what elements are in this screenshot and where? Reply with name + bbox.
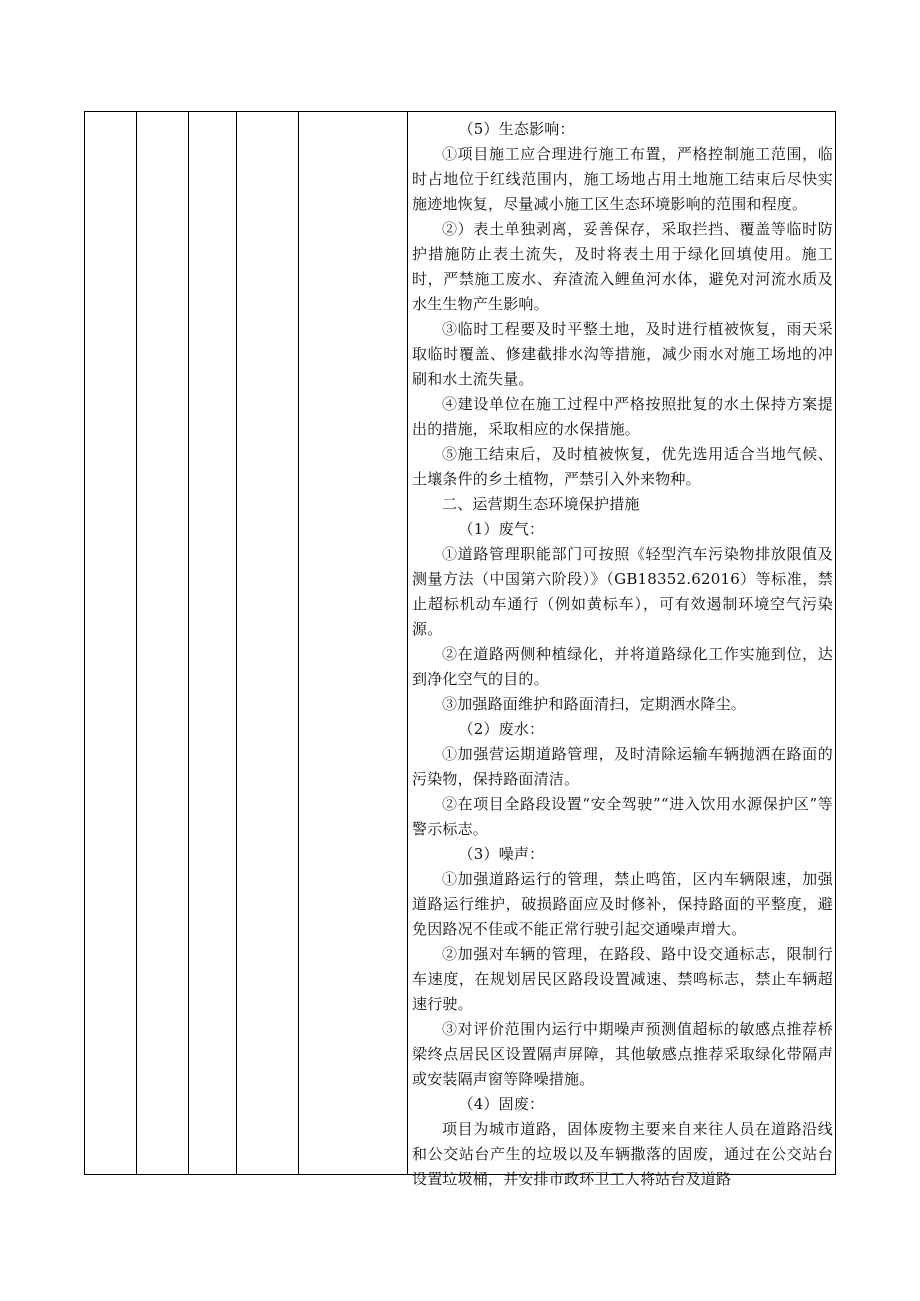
paragraph: ②加强对车辆的管理，在路段、路中设交通标志，限制行车速度，在规划居民区路段设置减速、禁鸣标志，禁止车辆超速行驶。 — [412, 945, 833, 1013]
paragraph: （1）废气： — [458, 520, 545, 538]
paragraph: ②）表土单独剥离，妥善保存，采取拦挡、覆盖等临时防护措施防止表土流失，及时将表土用于绿化回填使用。施工时，严禁施工废水、弃渣流入鲤鱼河水体，避免对河流水质及水生生物产生影响。 — [412, 220, 833, 313]
paragraph: 项目为城市道路，固体废物主要来自来往人员在道路沿线和公交站台产生的垃圾以及车辆撒落的固废，通过在公交站台设置垃圾桶，并安排市政环卫工人将站台及道路 — [412, 1120, 833, 1188]
paragraph: ①道路管理职能部门可按照《轻型汽车污染物排放限值及测量方法（中国第六阶段）》（GB18352.62016）等标准，禁止超标机动车通行（例如黄标车），可有效遏制环境空气污染源。 — [412, 545, 833, 638]
paragraph: ②在项目全路段设置“安全驾驶”“进入饮用水源保护区”等警示标志。 — [412, 795, 833, 838]
paragraph: （3）噪声： — [458, 845, 545, 863]
paragraph: ⑤施工结束后，及时植被恢复，优先选用适合当地气候、土壤条件的乡土植物，严禁引入外来物种。 — [412, 445, 833, 488]
paragraph: （5）生态影响： — [458, 120, 575, 138]
column-divider — [236, 112, 237, 1174]
measures-text-cell — [408, 112, 835, 1188]
paragraph: ④建设单位在施工过程中严格按照批复的水土保持方案提出的措施，采取相应的水保措施。 — [412, 395, 833, 438]
paragraph: ①加强营运期道路管理，及时清除运输车辆抛洒在路面的污染物，保持路面清洁。 — [412, 745, 833, 788]
paragraph: ③临时工程要及时平整土地，及时进行植被恢复，雨天采取临时覆盖、修建截排水沟等措施，减少雨水对施工场地的冲刷和水土流失量。 — [412, 320, 833, 388]
column-divider — [298, 112, 299, 1174]
content-table — [84, 111, 836, 1188]
column-divider — [136, 112, 137, 1174]
paragraph: 二、运营期生态环境保护措施 — [442, 495, 640, 513]
paragraph: ②在道路两侧种植绿化，并将道路绿化工作实施到位，达到净化空气的目的。 — [412, 645, 833, 688]
paragraph: ③对评价范围内运行中期噪声预测值超标的敏感点推荐桥梁终点居民区设置隔声屏障，其他敏感点推荐采取绿化带隔声或安装隔声窗等降噪措施。 — [412, 1020, 833, 1088]
paragraph: （2）废水： — [458, 720, 545, 738]
paragraph: ①加强道路运行的管理，禁止鸣笛，区内车辆限速，加强道路运行维护，破损路面应及时修补，保持路面的平整度，避免因路况不佳或不能正常行驶引起交通噪声增大。 — [412, 870, 833, 938]
column-divider — [188, 112, 189, 1174]
paragraph: ①项目施工应合理进行施工布置，严格控制施工范围，临时占地位于红线范围内，施工场地占用土地施工结束后尽快实施迹地恢复，尽量减小施工区生态环境影响的范围和程度。 — [412, 145, 833, 213]
paragraph: ③加强路面维护和路面清扫，定期洒水降尘。 — [442, 695, 747, 713]
paragraph: （4）固废： — [458, 1095, 545, 1113]
